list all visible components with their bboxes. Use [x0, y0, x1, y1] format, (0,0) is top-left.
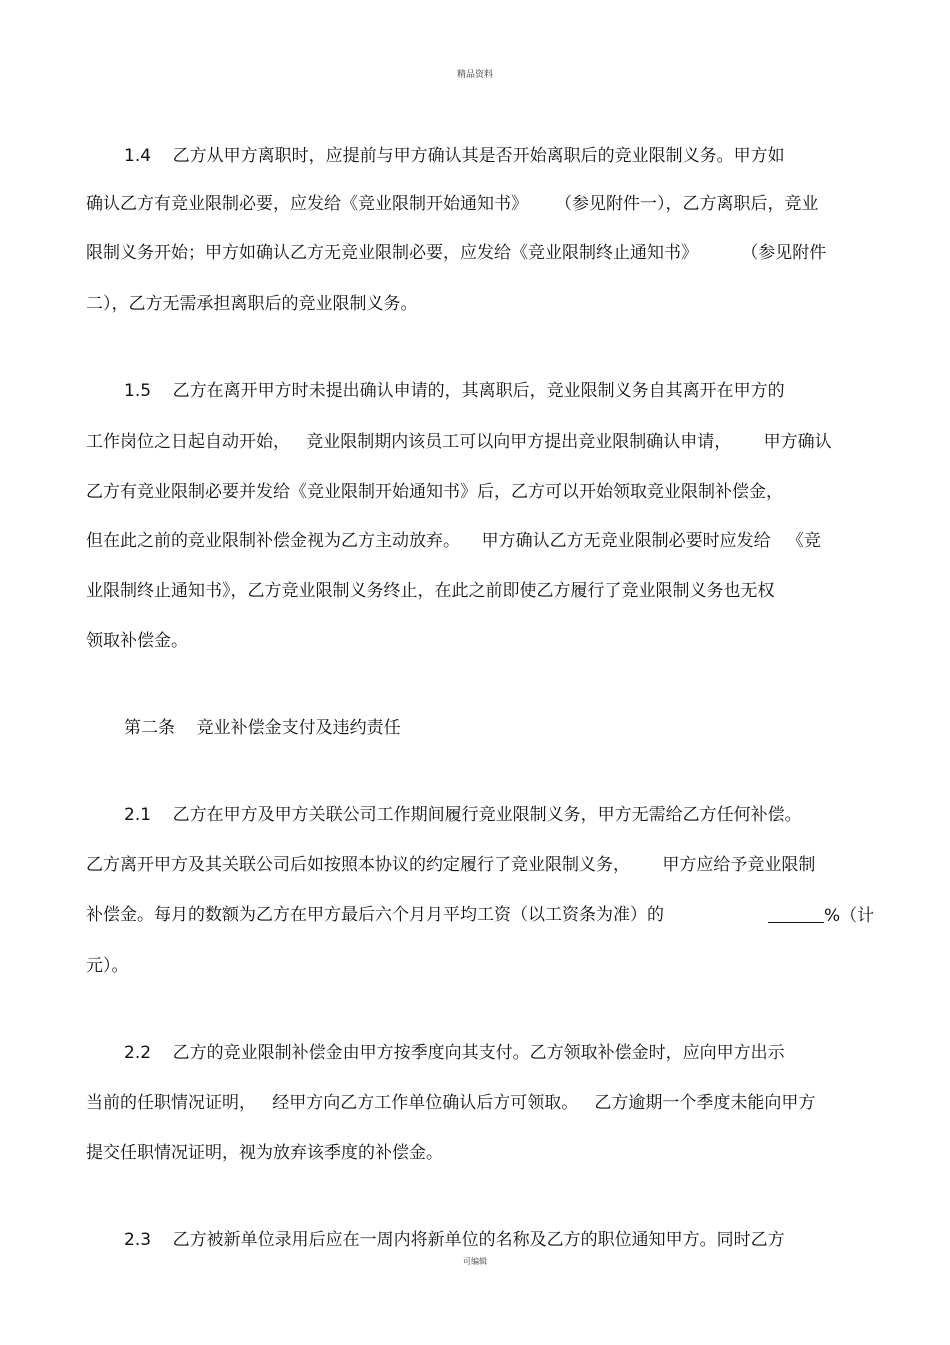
clause-2-1-line-2: 乙方离开甲方及其关联公司后如按照本协议的约定履行了竞业限制义务， 甲方应给予竞业限制 — [86, 855, 816, 875]
clause-1-4-line-1: 1.4 乙方从甲方离职时，应提前与甲方确认其是否开始离职后的竞业限制义务。甲方如 — [124, 146, 785, 166]
page-footer: 可编辑 — [463, 1257, 487, 1266]
percentage-suffix: %（计 — [824, 906, 875, 926]
clause-2-1-line-1: 2.1 乙方在甲方及甲方关联公司工作期间履行竞业限制义务，甲方无需给乙方任何补偿。 — [124, 805, 802, 825]
percentage-blank-group — [768, 904, 874, 927]
clause-1-5-line-2: 工作岗位之日起自动开始， 竞业限制期内该员工可以向甲方提出竞业限制确认申请， 甲方确认 — [86, 432, 832, 452]
clause-1-4-line-4: 二），乙方无需承担离职后的竞业限制义务。 — [86, 294, 418, 314]
clause-2-2-line-2: 当前的任职情况证明， 经甲方向乙方工作单位确认后方可领取。 乙方逾期一个季度未能向甲方 — [86, 1093, 816, 1113]
clause-1-5-line-4: 但在此之前的竞业限制补偿金视为乙方主动放弃。 甲方确认乙方无竞业限制必要时应发给 《竞 — [86, 531, 821, 551]
clause-1-5-line-1: 1.5 乙方在离开甲方时未提出确认申请的，其离职后，竞业限制义务自其离开在甲方的 — [124, 381, 785, 401]
clause-1-5-line-5: 业限制终止通知书》，乙方竞业限制义务终止，在此之前即使乙方履行了竞业限制义务也无权 — [86, 581, 775, 601]
page-header: 精品资料 — [456, 70, 493, 80]
clause-1-4-line-2: 确认乙方有竞业限制必要，应发给《竞业限制开始通知书》 （参见附件一），乙方离职后，竞业 — [86, 194, 819, 214]
clause-2-3-line-1: 2.3 乙方被新单位录用后应在一周内将新单位的名称及乙方的职位通知甲方。同时乙方 — [124, 1230, 785, 1250]
percentage-blank — [768, 904, 824, 923]
article-2-title: 第二条 竞业补偿金支付及违约责任 — [124, 718, 401, 738]
clause-2-2-line-3: 提交任职情况证明，视为放弃该季度的补偿金。 — [86, 1143, 443, 1163]
clause-1-5-line-3: 乙方有竞业限制必要并发给《竞业限制开始通知书》后，乙方可以开始领取竞业限制补偿金， — [86, 482, 783, 502]
clause-1-4-line-3: 限制义务开始；甲方如确认乙方无竞业限制必要，应发给《竞业限制终止通知书》 （参见附件 — [86, 243, 827, 263]
clause-1-5-line-6: 领取补偿金。 — [86, 631, 188, 651]
clause-2-1-line-4: 元）。 — [86, 956, 129, 976]
clause-2-2-line-1: 2.2 乙方的竞业限制补偿金由甲方按季度向其支付。乙方领取补偿金时，应向甲方出示 — [124, 1043, 785, 1063]
clause-2-1-line-3: 补偿金。每月的数额为乙方在甲方最后六个月月平均工资（以工资条为准）的 — [86, 905, 664, 925]
